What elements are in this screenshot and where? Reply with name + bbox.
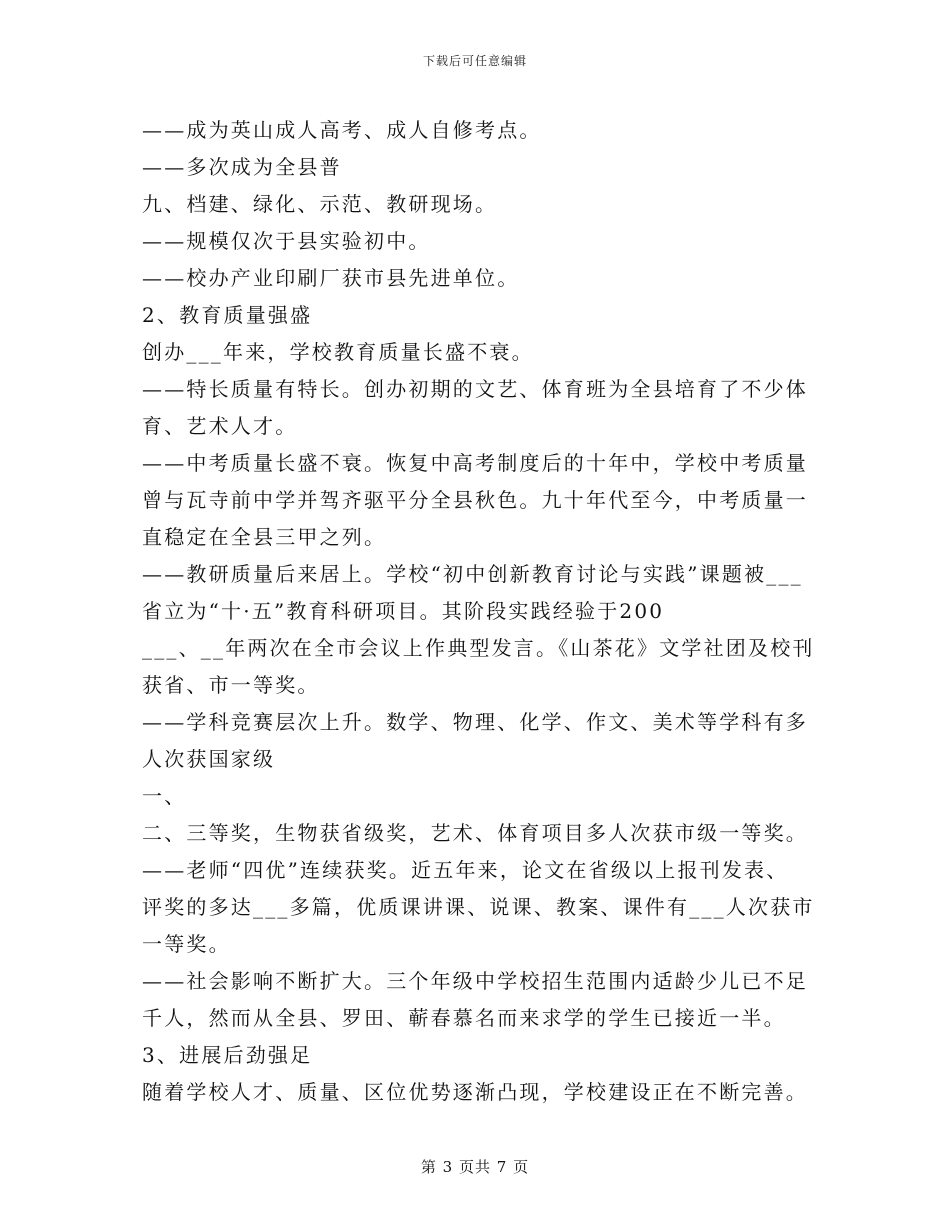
text-line: ——成为英山成人高考、成人自修考点。: [142, 118, 542, 142]
text-line: 曾与瓦寺前中学并驾齐驱平分全县秋色。九十年代至今，中考质量一: [142, 488, 808, 512]
section-heading: 2、教育质量强盛: [142, 303, 313, 327]
page-number: 第 3 页共 7 页: [420, 1158, 530, 1176]
text-line: 一、: [142, 784, 187, 808]
text-line: 人次获国家级: [142, 747, 276, 771]
text-line: ——规模仅次于县实验初中。: [142, 229, 431, 253]
document-body: [142, 112, 815, 1111]
text-line: ___、__年两次在全市会议上作典型发言。《山茶花》文学社团及校刊: [142, 636, 815, 660]
text-line: ——校办产业印刷厂获市县先进单位。: [142, 266, 520, 290]
text-line: ——中考质量长盛不衰。恢复中高考制度后的十年中，学校中考质量: [142, 451, 808, 475]
text-line: 创办___年来，学校教育质量长盛不衰。: [142, 340, 534, 364]
text-line: 千人，然而从全县、罗田、蕲春慕名而来求学的学生已接近一半。: [142, 1006, 786, 1030]
text-line: ——特长质量有特长。创办初期的文艺、体育班为全县培育了不少体: [142, 377, 808, 401]
text-line: 省立为“十·五”教育科研项目。其阶段实践经验于200: [142, 599, 665, 623]
text-line: 随着学校人才、质量、区位优势逐渐凸现，学校建设正在不断完善。: [142, 1080, 808, 1104]
text-line: 评奖的多达___多篇，优质课讲课、说课、教案、课件有___人次获市: [142, 895, 815, 919]
text-line: 九、档建、绿化、示范、教研现场。: [142, 192, 498, 216]
text-line: ——老师“四优”连续获奖。近五年来，论文在省级以上报刊发表、: [142, 858, 789, 882]
text-line: 育、艺术人才。: [142, 414, 298, 438]
text-line: 获省、市一等奖。: [142, 673, 320, 697]
text-line: 一等奖。: [142, 932, 231, 956]
text-line: ——多次成为全县普: [142, 155, 342, 179]
section-heading: 3、进展后劲强足: [142, 1043, 313, 1067]
text-line: ——教研质量后来居上。学校“初中创新教育讨论与实践”课题被___: [142, 562, 803, 586]
text-line: 二、三等奖，生物获省级奖，艺术、体育项目多人次获市级一等奖。: [142, 821, 808, 845]
page-header: 下载后可任意编辑: [422, 54, 527, 68]
text-line: ——学科竞赛层次上升。数学、物理、化学、作文、美术等学科有多: [142, 710, 808, 734]
text-line: ——社会影响不断扩大。三个年级中学校招生范围内适龄少儿已不足: [142, 969, 808, 993]
text-line: 直稳定在全县三甲之列。: [142, 525, 387, 549]
